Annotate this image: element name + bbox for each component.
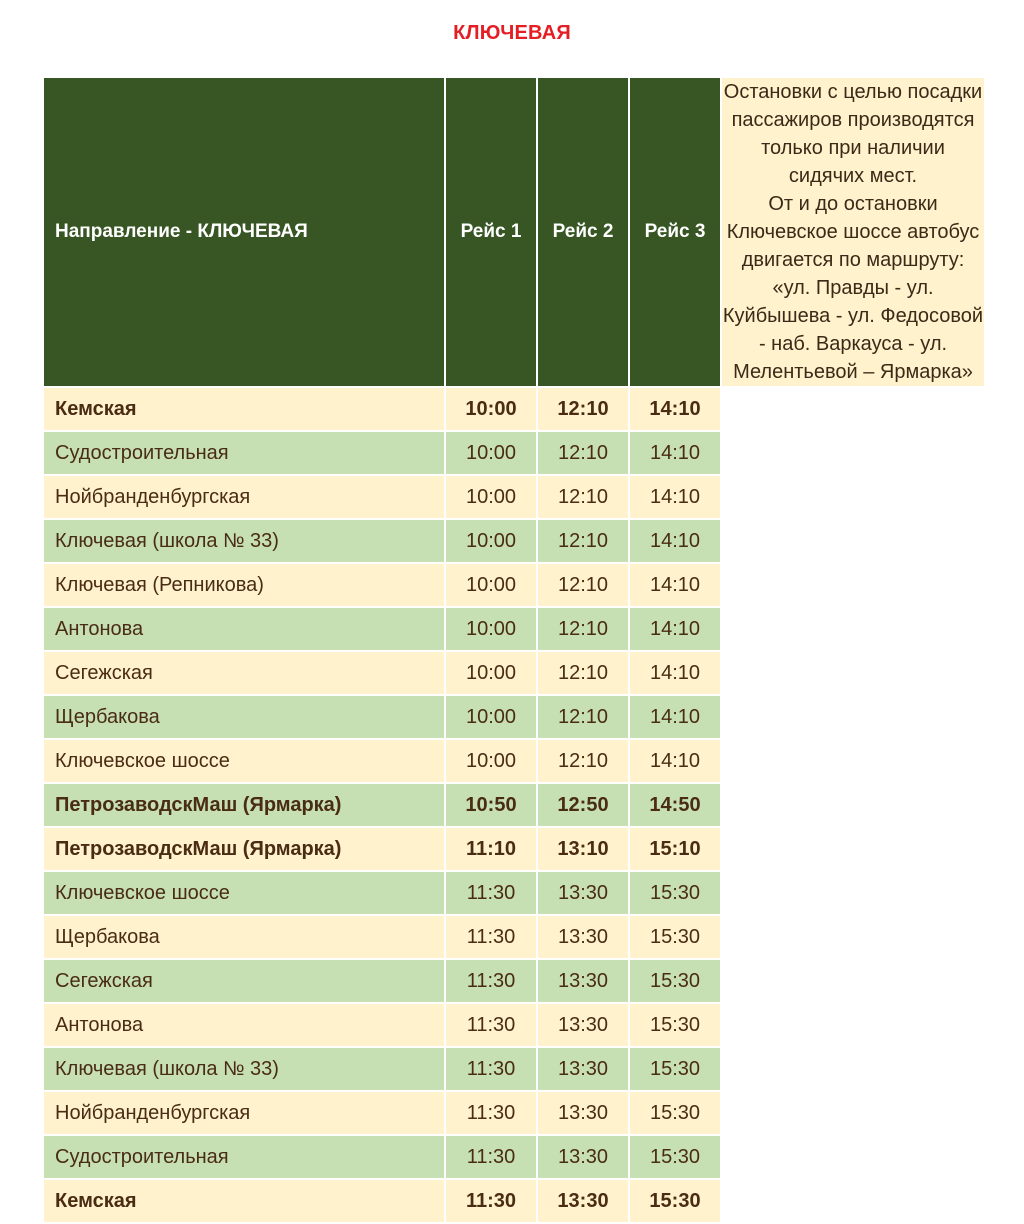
table-row — [43, 475, 985, 519]
departure-time-trip-3: 15:30 — [629, 1135, 721, 1179]
stop-name: Судостроительная — [43, 431, 445, 475]
stop-name: Ключевая (Репникова) — [43, 563, 445, 607]
departure-time-trip-1: 11:10 — [445, 827, 537, 871]
departure-time-trip-3: 15:30 — [629, 871, 721, 915]
departure-time-trip-2: 12:10 — [537, 387, 629, 431]
trip-2-header: Рейс 2 — [537, 78, 629, 387]
schedule-table — [42, 78, 986, 1224]
route-note — [721, 78, 985, 387]
departure-time-trip-2: 13:30 — [537, 871, 629, 915]
departure-time-trip-3: 15:30 — [629, 1047, 721, 1091]
table-row — [43, 959, 985, 1003]
table-row — [43, 1003, 985, 1047]
table-row — [43, 431, 985, 475]
departure-time-trip-2: 12:10 — [537, 739, 629, 783]
departure-time-trip-2: 12:10 — [537, 519, 629, 563]
departure-time-trip-3: 14:10 — [629, 563, 721, 607]
departure-time-trip-3: 15:30 — [629, 915, 721, 959]
departure-time-trip-3: 14:50 — [629, 783, 721, 827]
departure-time-trip-1: 10:00 — [445, 695, 537, 739]
stop-name: ПетрозаводскМаш (Ярмарка) — [43, 783, 445, 827]
departure-time-trip-1: 10:00 — [445, 651, 537, 695]
trip-1-header: Рейс 1 — [445, 78, 537, 387]
departure-time-trip-3: 15:30 — [629, 1091, 721, 1135]
departure-time-trip-1: 11:30 — [445, 871, 537, 915]
departure-time-trip-3: 15:30 — [629, 1003, 721, 1047]
departure-time-trip-2: 13:30 — [537, 1047, 629, 1091]
departure-time-trip-2: 12:10 — [537, 563, 629, 607]
table-row — [43, 827, 985, 871]
departure-time-trip-1: 11:30 — [445, 1091, 537, 1135]
table-row — [43, 1135, 985, 1179]
departure-time-trip-3: 15:30 — [629, 1179, 721, 1223]
departure-time-trip-1: 11:30 — [445, 1003, 537, 1047]
departure-time-trip-2: 12:10 — [537, 475, 629, 519]
departure-time-trip-3: 14:10 — [629, 519, 721, 563]
table-row — [43, 1047, 985, 1091]
departure-time-trip-1: 10:00 — [445, 475, 537, 519]
table-row — [43, 607, 985, 651]
departure-time-trip-3: 14:10 — [629, 431, 721, 475]
stop-name: Кемская — [43, 1179, 445, 1223]
stop-name: ПетрозаводскМаш (Ярмарка) — [43, 827, 445, 871]
departure-time-trip-2: 13:30 — [537, 1179, 629, 1223]
table-row — [43, 915, 985, 959]
stop-name: Судостроительная — [43, 1135, 445, 1179]
stop-name: Ключевая (школа № 33) — [43, 1047, 445, 1091]
departure-time-trip-1: 10:50 — [445, 783, 537, 827]
stop-name: Сегежская — [43, 959, 445, 1003]
departure-time-trip-1: 10:00 — [445, 431, 537, 475]
departure-time-trip-1: 10:00 — [445, 387, 537, 431]
departure-time-trip-3: 14:10 — [629, 651, 721, 695]
departure-time-trip-3: 14:10 — [629, 739, 721, 783]
stop-name: Антонова — [43, 607, 445, 651]
departure-time-trip-1: 11:30 — [445, 1047, 537, 1091]
departure-time-trip-1: 10:00 — [445, 563, 537, 607]
stop-name: Нойбранденбургская — [43, 475, 445, 519]
table-row — [43, 563, 985, 607]
departure-time-trip-3: 14:10 — [629, 607, 721, 651]
table-row — [43, 651, 985, 695]
page-title: КЛЮЧЕВАЯ — [453, 22, 571, 44]
direction-header: Направление - КЛЮЧЕВАЯ — [43, 78, 445, 387]
departure-time-trip-2: 12:10 — [537, 651, 629, 695]
departure-time-trip-2: 12:10 — [537, 695, 629, 739]
stop-name: Кемская — [43, 387, 445, 431]
departure-time-trip-3: 15:30 — [629, 959, 721, 1003]
departure-time-trip-3: 14:10 — [629, 695, 721, 739]
stop-name: Антонова — [43, 1003, 445, 1047]
departure-time-trip-2: 12:50 — [537, 783, 629, 827]
stop-name: Ключевая (школа № 33) — [43, 519, 445, 563]
departure-time-trip-1: 10:00 — [445, 519, 537, 563]
departure-time-trip-1: 11:30 — [445, 1179, 537, 1223]
departure-time-trip-1: 11:30 — [445, 1135, 537, 1179]
table-row — [43, 1091, 985, 1135]
departure-time-trip-2: 12:10 — [537, 607, 629, 651]
schedule-body — [43, 387, 985, 1223]
table-row — [43, 871, 985, 915]
table-row — [43, 739, 985, 783]
departure-time-trip-3: 14:10 — [629, 387, 721, 431]
route-note-text: Остановки с целью посадки пассажиров производятся только при наличии сидячих мест. От и до остановки Ключевское шоссе автобус двигается по маршруту: «ул. Правды - ул. Куйбышева - ул. Федосовой - наб. Варкауса - ул. Мелентьевой – Ярмарка» — [722, 81, 984, 383]
stop-name: Ключевское шоссе — [43, 739, 445, 783]
table-row — [43, 783, 985, 827]
table-header-row — [43, 78, 985, 387]
table-row — [43, 519, 985, 563]
stop-name: Ключевское шоссе — [43, 871, 445, 915]
departure-time-trip-2: 13:30 — [537, 959, 629, 1003]
departure-time-trip-1: 11:30 — [445, 959, 537, 1003]
departure-time-trip-2: 13:30 — [537, 1135, 629, 1179]
trip-3-header: Рейс 3 — [629, 78, 721, 387]
table-row — [43, 695, 985, 739]
departure-time-trip-1: 10:00 — [445, 739, 537, 783]
departure-time-trip-1: 11:30 — [445, 915, 537, 959]
departure-time-trip-1: 10:00 — [445, 607, 537, 651]
departure-time-trip-2: 13:30 — [537, 1003, 629, 1047]
departure-time-trip-2: 12:10 — [537, 431, 629, 475]
departure-time-trip-2: 13:10 — [537, 827, 629, 871]
table-row — [43, 387, 985, 431]
departure-time-trip-2: 13:30 — [537, 915, 629, 959]
table-row — [43, 1179, 985, 1223]
departure-time-trip-3: 14:10 — [629, 475, 721, 519]
stop-name: Нойбранденбургская — [43, 1091, 445, 1135]
stop-name: Сегежская — [43, 651, 445, 695]
departure-time-trip-2: 13:30 — [537, 1091, 629, 1135]
stop-name: Щербакова — [43, 915, 445, 959]
stop-name: Щербакова — [43, 695, 445, 739]
departure-time-trip-3: 15:10 — [629, 827, 721, 871]
